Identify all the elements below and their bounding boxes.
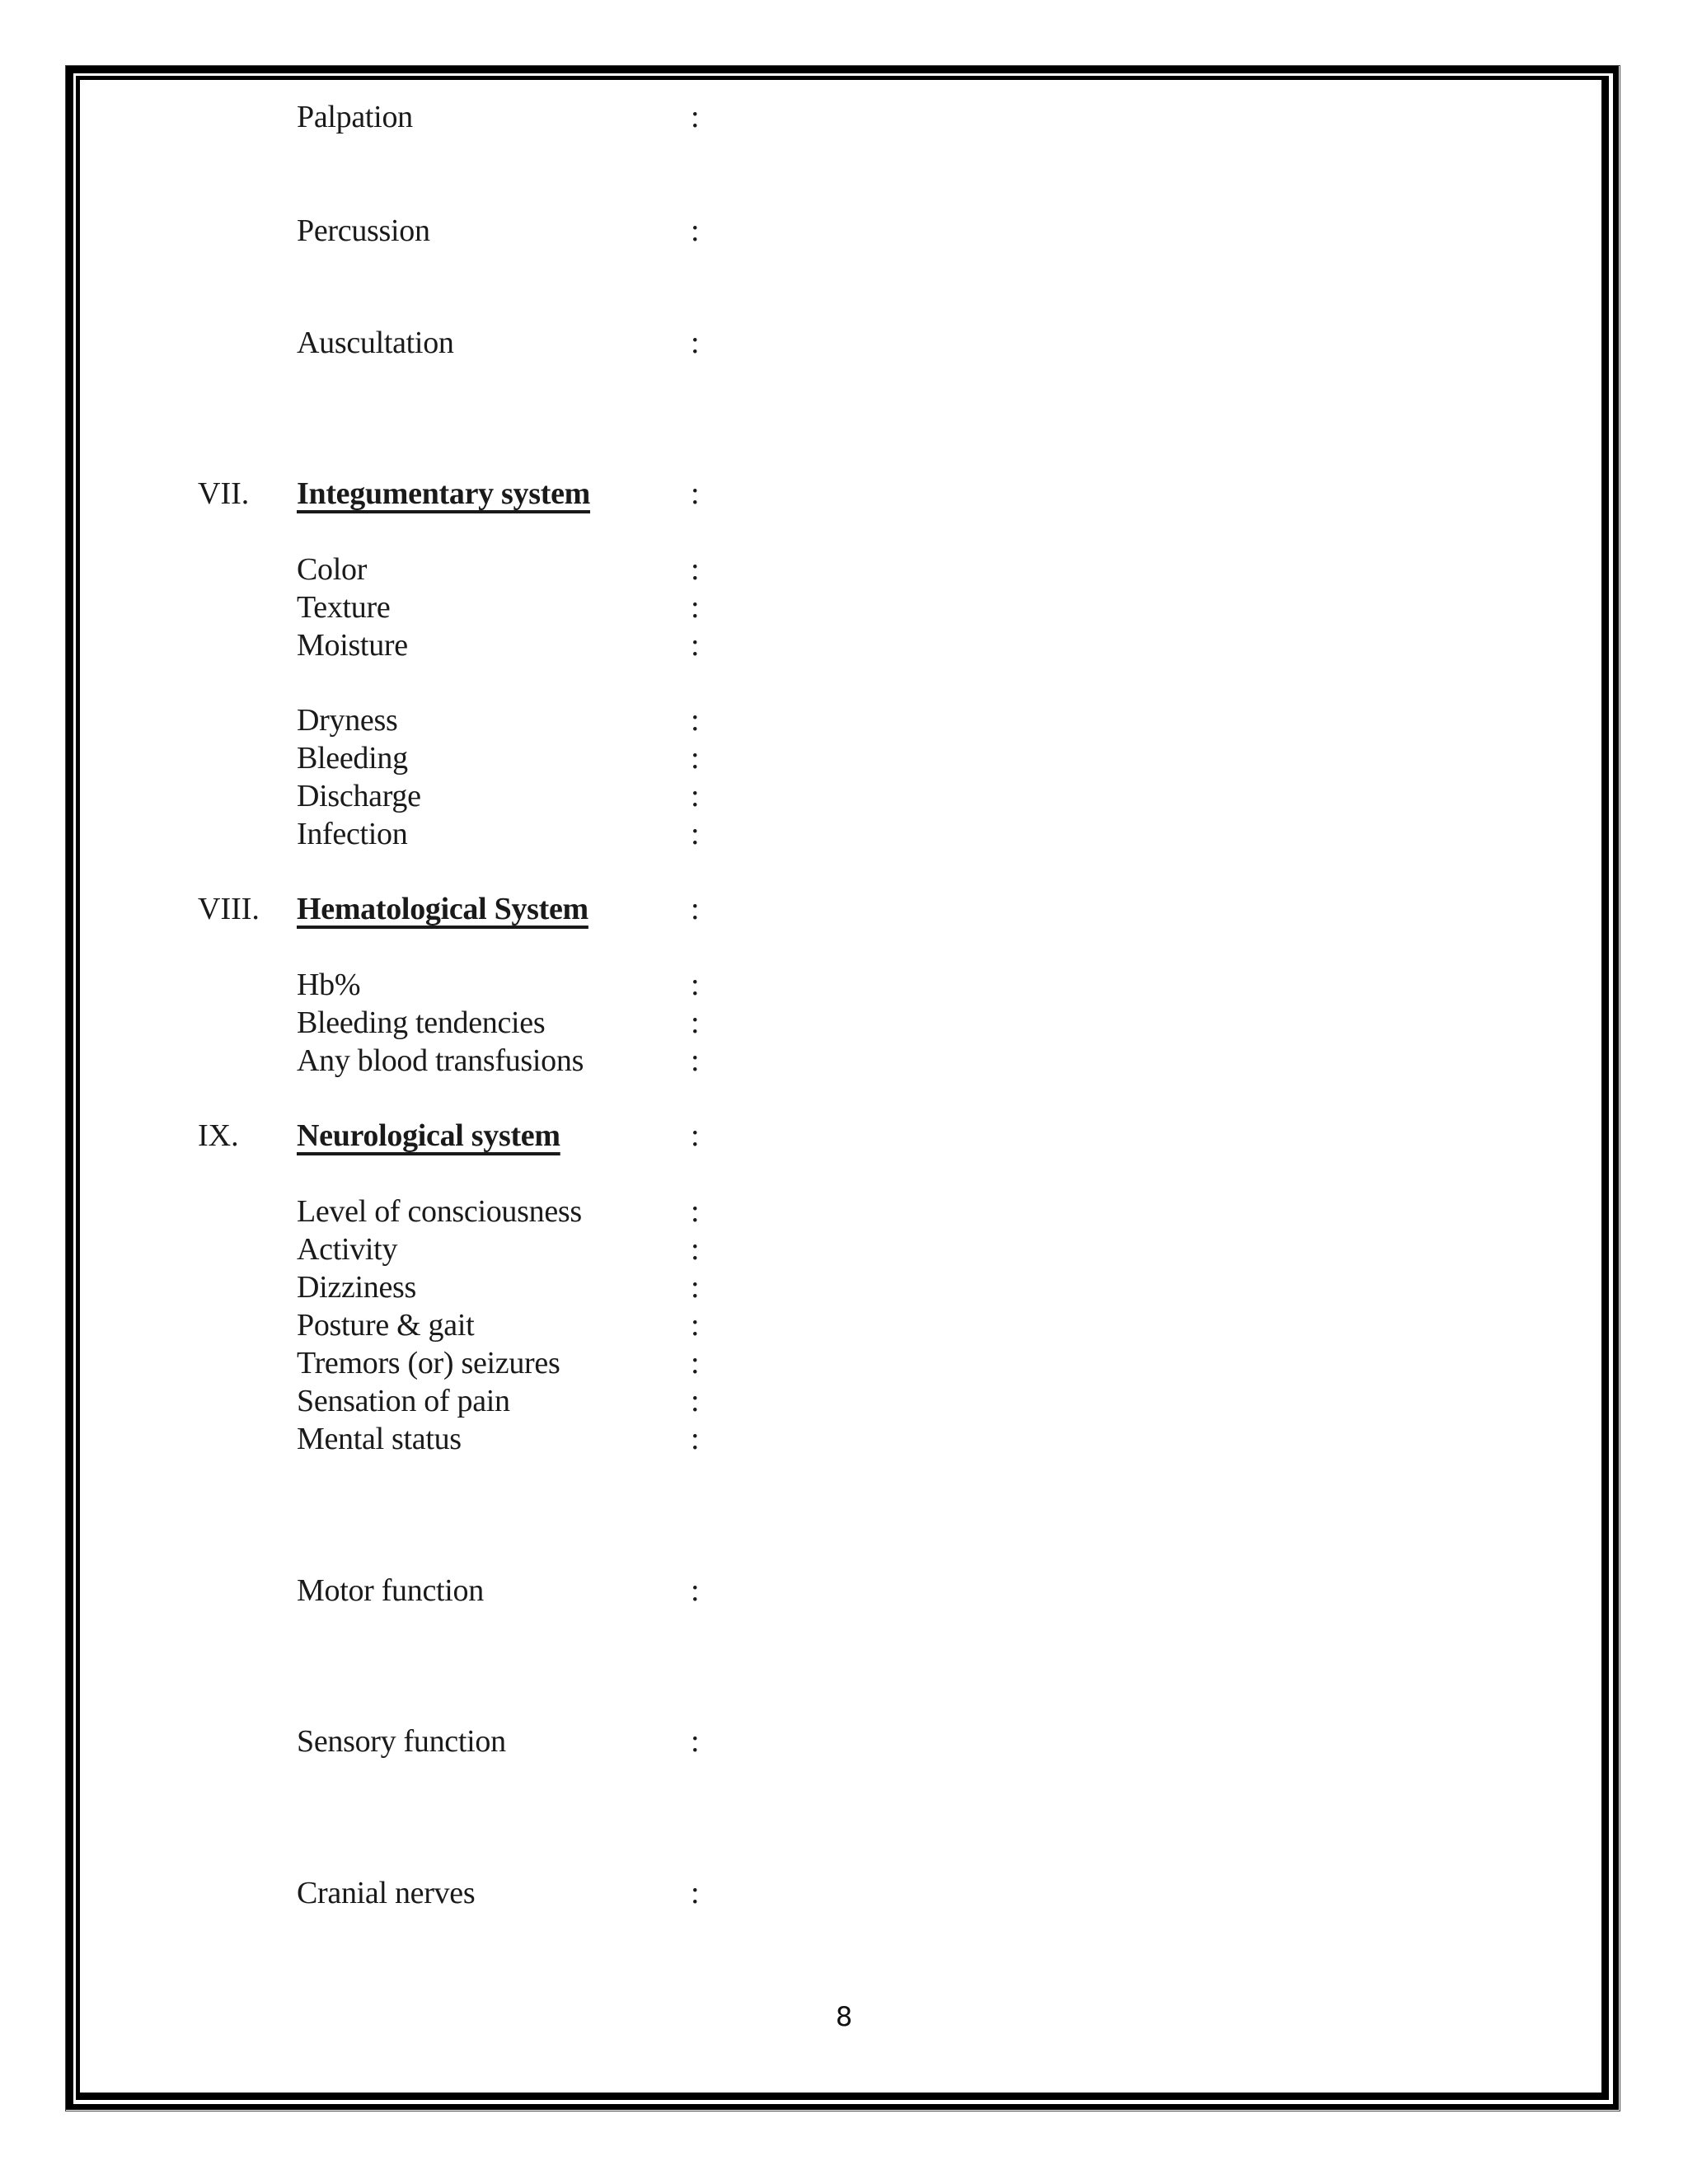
field-colon: : [691,590,700,625]
field-label: Texture [297,590,391,625]
field-colon: : [691,1043,700,1078]
field-label: Level of consciousness [297,1194,582,1229]
field-colon: : [691,703,700,738]
field-label: Percussion [297,213,430,248]
field-label: Dryness [297,703,398,738]
field-colon: : [691,628,700,663]
page-border-inner [76,76,1609,2100]
field-label: Any blood transfusions [297,1043,584,1078]
field-label: Discharge [297,779,421,813]
field-colon: : [691,1573,700,1608]
field-colon: : [691,1384,700,1418]
field-label: Bleeding [297,741,408,776]
field-colon: : [691,213,700,248]
field-colon: : [691,817,700,851]
field-label: Hb% [297,968,361,1002]
field-label: Dizziness [297,1270,417,1305]
field-colon: : [691,1005,700,1040]
field-colon: : [691,476,700,511]
field-colon: : [691,779,700,813]
field-label: Sensory function [297,1724,506,1759]
field-label: Mental status [297,1422,462,1456]
field-colon: : [691,100,700,134]
section-numeral: VII. [198,476,250,511]
field-colon: : [691,892,700,926]
field-colon: : [691,1308,700,1343]
field-colon: : [691,1422,700,1456]
field-colon: : [691,1724,700,1759]
field-colon: : [691,1346,700,1380]
field-label: Auscultation [297,326,454,360]
field-colon: : [691,1194,700,1229]
field-colon: : [691,326,700,360]
field-colon: : [691,1118,700,1153]
section-title: Integumentary system [297,476,591,511]
field-label: Tremors (or) seizures [297,1346,560,1380]
section-title: Hematological System [297,892,588,926]
field-colon: : [691,968,700,1002]
field-label: Infection [297,817,408,851]
section-title: Neurological system [297,1118,560,1153]
field-label: Posture & gait [297,1308,475,1343]
field-colon: : [691,552,700,587]
field-colon: : [691,741,700,776]
field-label: Palpation [297,100,413,134]
section-numeral: IX. [198,1118,239,1153]
field-label: Bleeding tendencies [297,1005,546,1040]
field-label: Moisture [297,628,408,663]
field-label: Activity [297,1232,398,1267]
field-label: Color [297,552,368,587]
page-number: 8 [835,2001,853,2032]
field-colon: : [691,1876,700,1910]
field-label: Motor function [297,1573,484,1608]
field-label: Cranial nerves [297,1876,476,1910]
field-colon: : [691,1232,700,1267]
field-label: Sensation of pain [297,1384,510,1418]
section-numeral: VIII. [198,892,260,926]
field-colon: : [691,1270,700,1305]
